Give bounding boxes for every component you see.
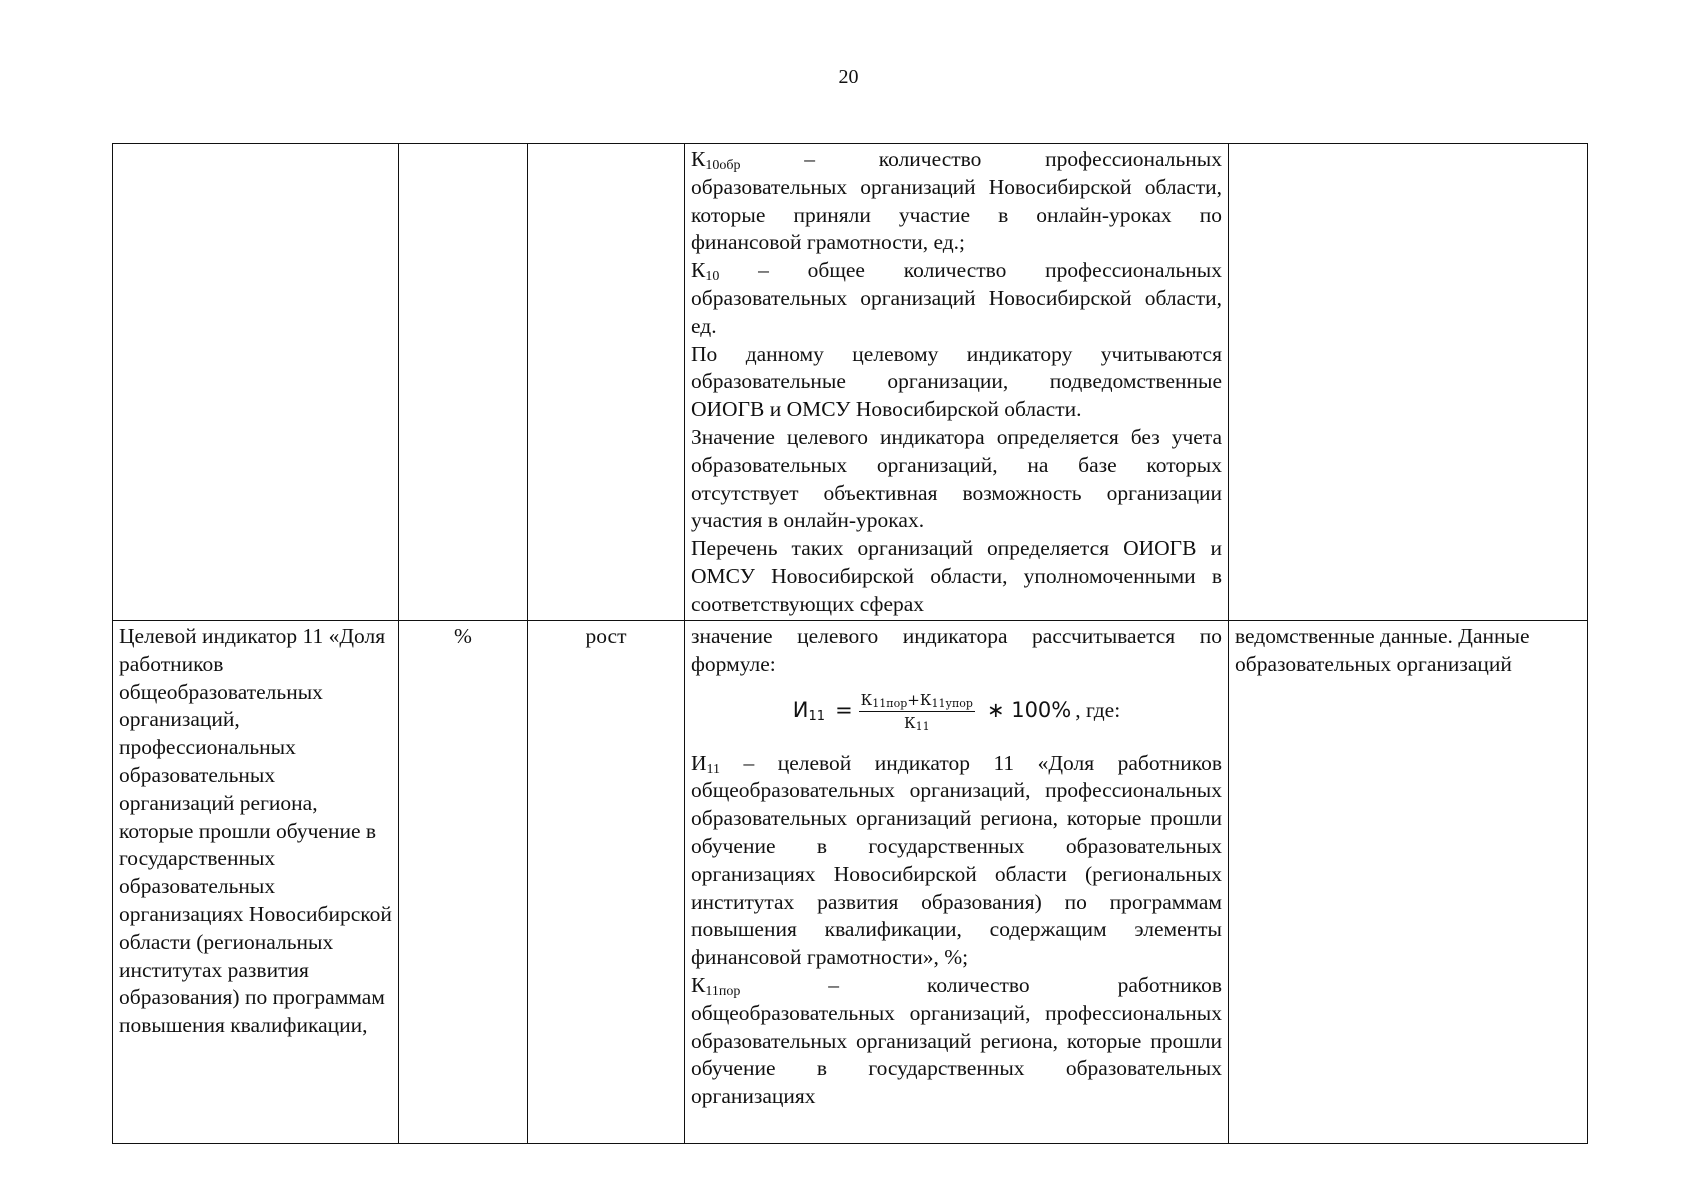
paragraph: Перечень таких организаций определяется ОИОГВ и ОМСУ Новосибирской области, уполномоченными в соответствующих сферах — [691, 536, 1222, 616]
formula-rhs: ∗ 100% — [986, 698, 1072, 723]
data-source-cell: ведомственные данные. Данные образовательных организаций — [1229, 621, 1588, 1144]
variable-definition-line — [691, 146, 1222, 174]
formula-tail: , где: — [1075, 698, 1121, 723]
variable-symbol: И — [691, 750, 707, 775]
data-source-cell — [1229, 144, 1588, 621]
variable-subscript: 10обр — [705, 158, 741, 173]
unit-cell: % — [399, 621, 528, 1144]
variable-definition-text: – общее количество профессиональных образовательных организаций Новосибирской области, ед. — [691, 258, 1222, 338]
variable-symbol: К — [691, 147, 706, 171]
formula-intro: значение целевого индикатора рассчитывается по формуле: — [691, 624, 1222, 676]
indicator-name-cell: Целевой индикатор 11 «Доля работников общеобразовательных организаций, профессиональных образовательных организаций региона, которые прошли обучение в государственных образовательных организациях Новосибирской области (региональных институтах развития образования) по программам повышения квалификации, — [113, 621, 399, 1144]
indicator-name-cell — [113, 144, 399, 621]
variable-definition — [691, 750, 1222, 972]
variable-symbol: К — [691, 972, 706, 997]
variable-subscript: 10 — [705, 269, 720, 285]
formula-fraction — [859, 691, 975, 732]
paragraph: По данному целевому индикатору учитываются образовательные организации, подведомственные ОИОГВ и ОМСУ Новосибирской области. — [691, 341, 1222, 422]
formula-lhs-subscript: 11 — [808, 709, 826, 725]
variable-symbol: К — [691, 258, 706, 283]
variable-subscript: 11 — [706, 761, 721, 777]
unit-cell — [399, 144, 528, 621]
formula — [691, 691, 1222, 732]
definition-word: профессиональных — [1045, 147, 1222, 171]
variable-definition-line — [691, 972, 1222, 1000]
dash: – — [828, 972, 840, 997]
calculation-method-cell — [685, 144, 1229, 621]
variable-definition-text: – целевой индикатор 11 «Доля работников общеобразовательных организаций, профессиональных образовательных организаций региона, которые прошли обучение в государственных образовательных организациях Новосибирской области (региональных институтах развития образования) по программам повышения квалификации, содержащим элементы финансовой грамотности», %; — [691, 750, 1222, 970]
fraction-denominator: $К_{11}$ — [904, 713, 930, 733]
definition-word: работников — [1117, 972, 1222, 997]
definition-word: количество — [878, 147, 982, 171]
variable-definition — [691, 257, 1222, 340]
formula-equals: = — [835, 698, 853, 723]
paragraph: Значение целевого индикатора определяется без учета образовательных организаций, на базе которых отсутствует объективная возможность организации участия в онлайн-уроках. — [691, 424, 1222, 533]
table-row — [113, 621, 1588, 1144]
trend-cell: рост — [528, 621, 685, 1144]
trend-cell — [528, 144, 685, 621]
page-number: 20 — [838, 66, 859, 88]
definition-word: количество — [927, 972, 1030, 997]
variable-definition-text: образовательных организаций Новосибирской области, которые приняли участие в онлайн-уроках по финансовой грамотности, ед.; — [691, 174, 1222, 255]
indicator-table — [112, 143, 1588, 1144]
formula-lhs: И — [792, 698, 809, 723]
table-row — [113, 144, 1588, 621]
variable-definition-text: общеобразовательных организаций, профессиональных образовательных организаций региона, которые прошли обучение в государственных образовательных организациях — [691, 1000, 1222, 1109]
fraction-numerator: $К_{11пор}+К_{11упор}$ — [860, 690, 973, 710]
calculation-method-cell — [685, 621, 1229, 1144]
dash: – — [804, 147, 815, 171]
variable-subscript: 11пор — [705, 983, 741, 999]
